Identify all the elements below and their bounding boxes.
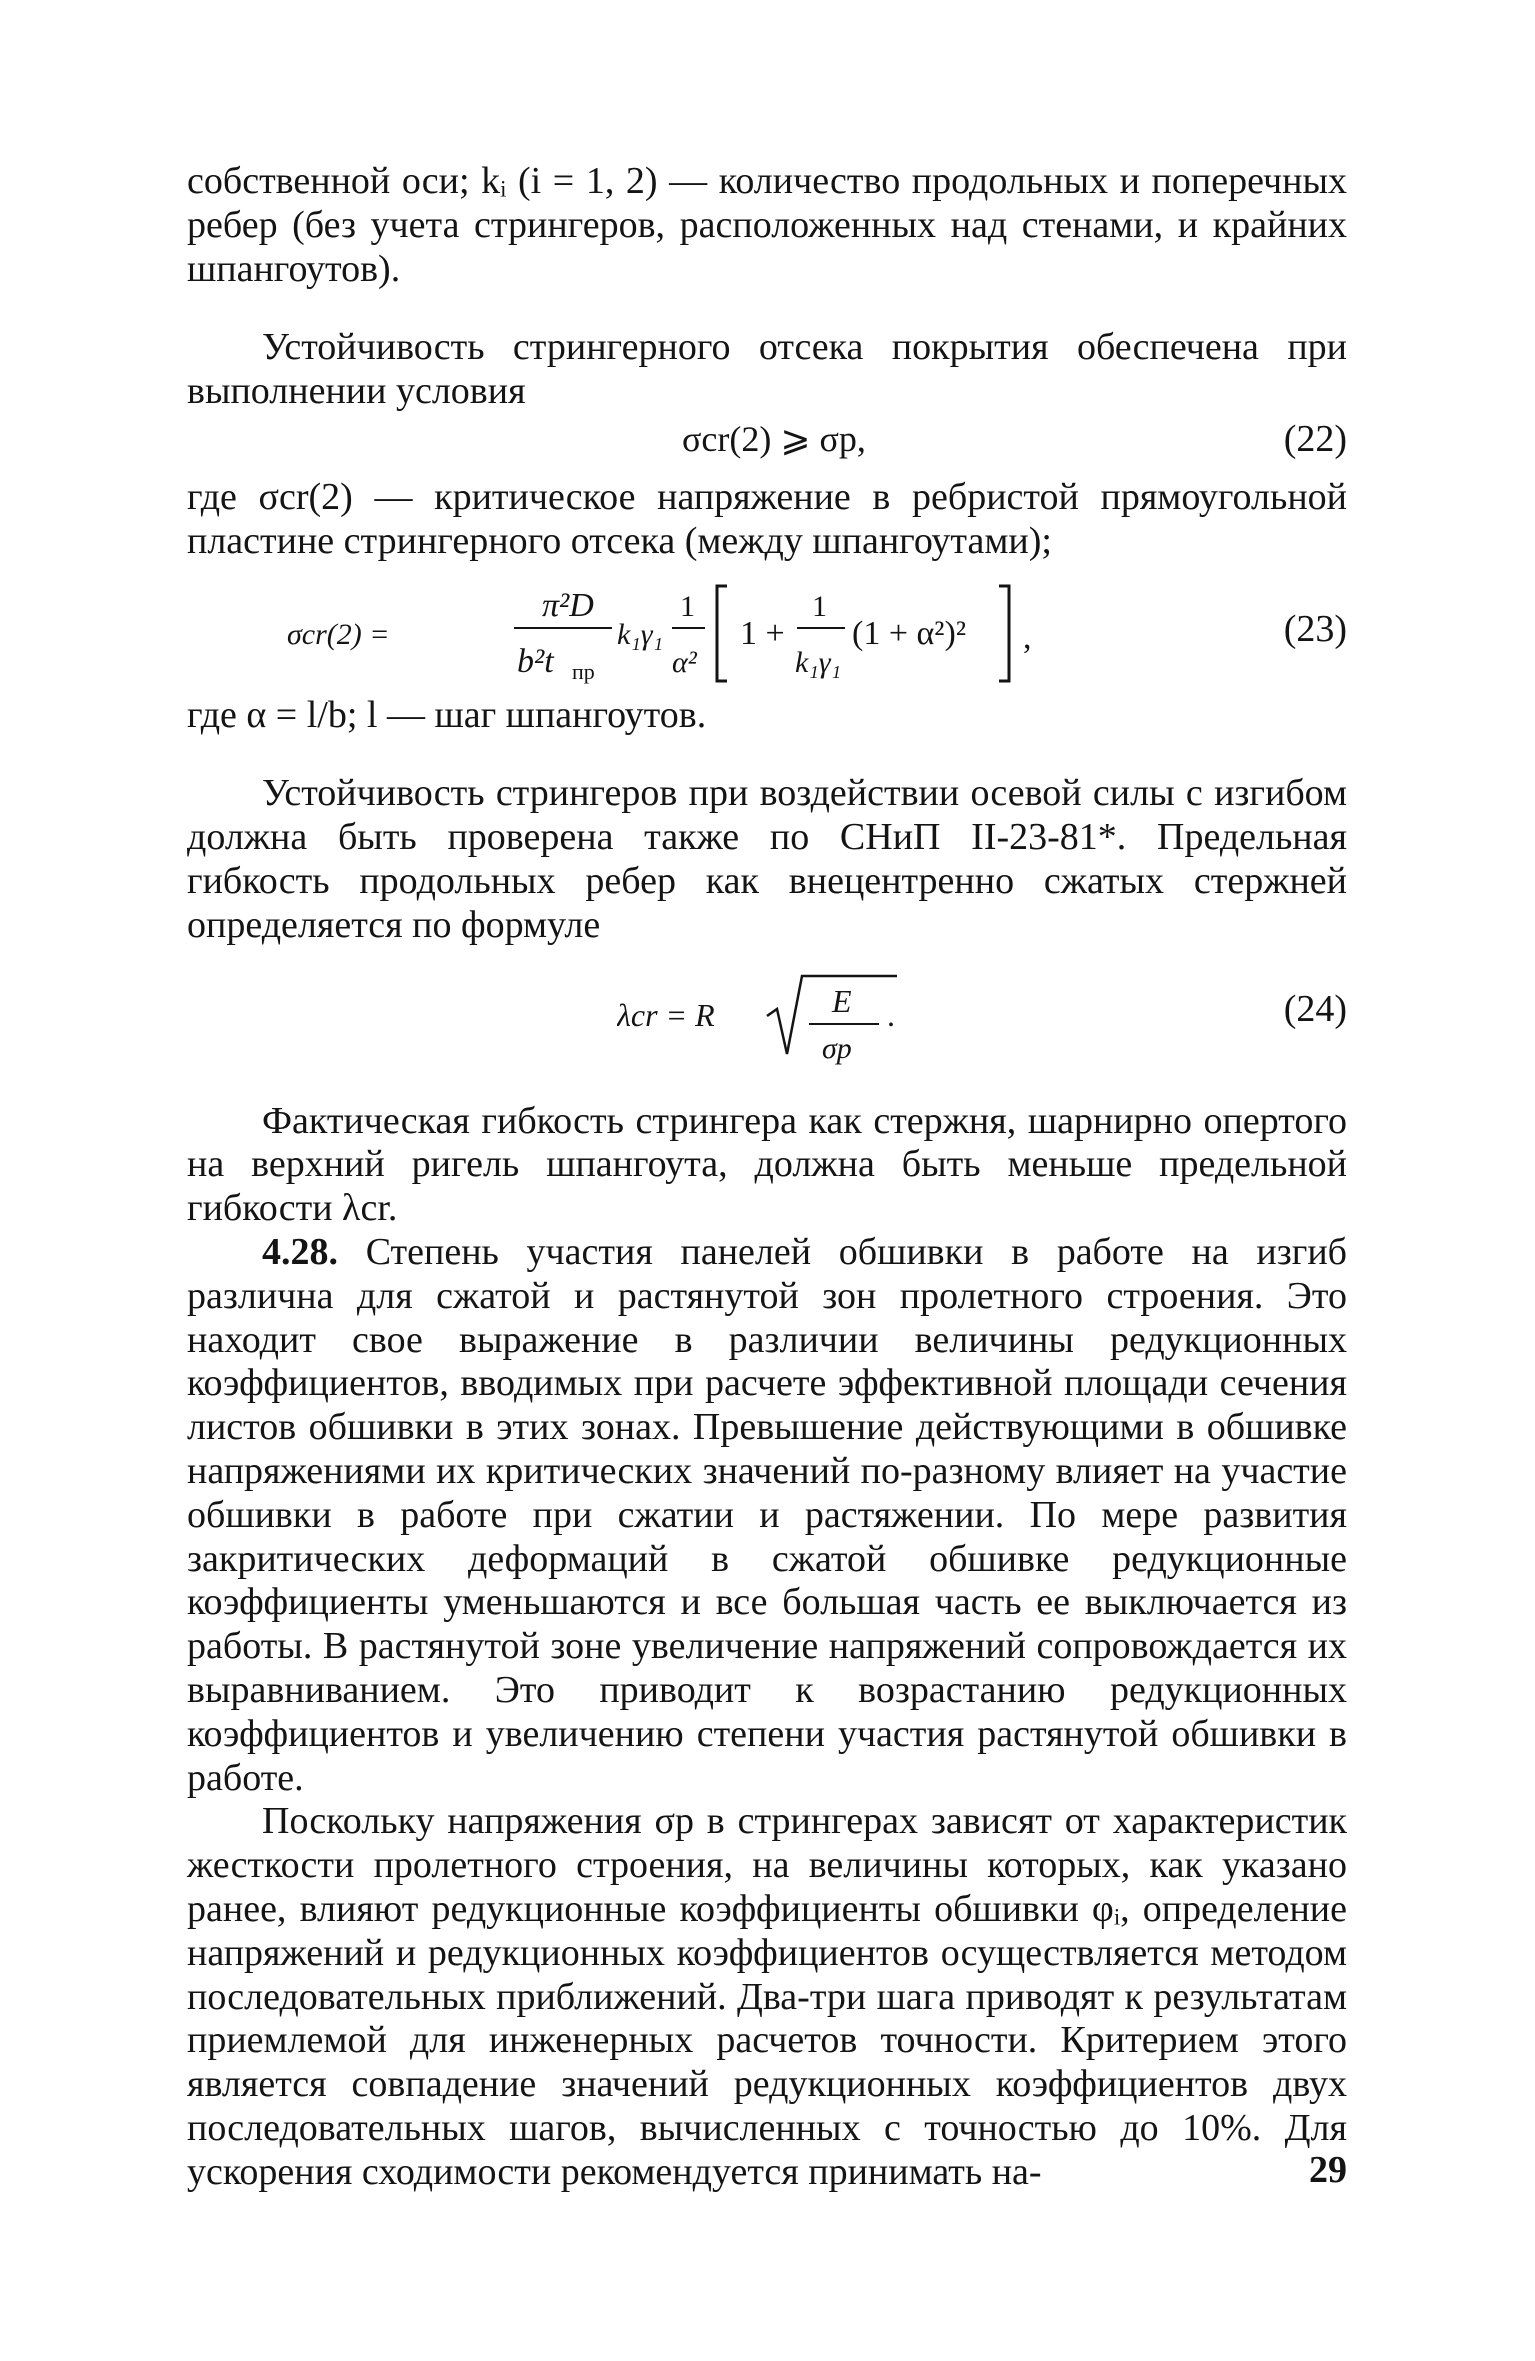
equation-22 [187, 414, 1347, 476]
eq23-denominator-sub: пр [572, 658, 595, 684]
equation-23-number: (23) [1283, 607, 1347, 650]
paragraph-4: где α = l/b; l — шаг шпангоутов. [187, 693, 707, 736]
eq23-one-plus: 1 + [740, 614, 785, 652]
eq23-numerator: π²D [542, 586, 594, 624]
eq23-comma: , [1023, 618, 1032, 656]
eq23-inner-one: 1 [812, 589, 827, 623]
eq23-one-numerator: 1 [680, 589, 695, 623]
paragraph-6: Фактическая гибкость стрингера как стержня, шарнирно опертого на верхний ригель шпангоута, должна быть меньше предельной гибкости λcr. [187, 1099, 1347, 1230]
equation-22-number: (22) [1283, 417, 1347, 460]
eq23-lhs: σcr(2) = [287, 617, 390, 651]
eq24-numerator: E [832, 982, 852, 1019]
eq23-denominator: b²t [517, 642, 554, 680]
eq23-inner-den: k₁γ₁ [795, 645, 841, 679]
paragraph-1: собственной оси; kᵢ (i = 1, 2) — количество продольных и поперечных ребер (без учета стрингеров, расположенных над стенами, и крайних шпангоутов). [187, 160, 1347, 290]
paragraph-3: где σcr(2) — критическое напряжение в ребристой прямоугольной пластине стрингерного отсека (между шпангоутами); [187, 475, 1347, 562]
eq24-denominator: σp [822, 1031, 852, 1065]
eq23-alpha-sq: α² [672, 645, 697, 679]
eq23-paren-term: (1 + α²)² [852, 614, 967, 652]
equation-23 [187, 576, 1347, 694]
eq23-k1gamma1: k₁γ₁ [617, 617, 663, 651]
page-body [187, 160, 1347, 2194]
section-number: 4.28. [262, 1230, 338, 1273]
paragraph-8: Поскольку напряжения σp в стрингерах зависят от характеристик жесткости пролетного строения, на величины которых, как указано ранее, влияют редукционные коэффициенты обшивки φᵢ, определение напряжений и редукционных коэффициентов осуществляется методом последовательных приближений. Два-три шага приводят к результатам приемлемой для инженерных расчетов точности. Критерием этого является совпадение значений редукционных коэффициентов двух последовательных шагов, вычисленных с точностью до 10%. Для ускорения сходимости рекомендуется принимать на- [187, 1800, 1347, 2193]
eq24-lambda-cr: λcr = R [617, 996, 715, 1033]
paragraph-5: Устойчивость стрингеров при воздействии осевой силы с изгибом должна быть проверена также по СНиП II-23-81*. Предельная гибкость продольных ребер как внецентренно сжатых стержней определяется по формуле [187, 772, 1347, 946]
equation-22-body: σcr(2) ⩾ σp, [682, 418, 866, 459]
equation-23-formula [187, 576, 1267, 694]
equation-24-formula [617, 954, 917, 1074]
page-number: 29 [1309, 2149, 1347, 2191]
eq24-period: . [887, 996, 895, 1033]
paragraph-7-text: Степень участия панелей обшивки в работе на изгиб различна для сжатой и растянутой зон пролетного строения. Это находит свое выражение в различии величины редукционных коэффициентов, вводимых при расчете эффективной площади сечения листов обшивки в этих зонах. Превышение действующими в обшивке напряжениями их критических значений по-разному влияет на участие обшивки в работе при сжатии и растяжении. По мере развития закритических деформаций в сжатой обшивке редукционные коэффициенты уменьшаются и все большая часть ее выключается из работы. В растянутой зоне увеличение напряжений сопровождается их выравниванием. Это приводит к возрастанию редукционных коэффициентов и увеличению степени участия растянутой обшивки в работе. [187, 1230, 1348, 1799]
eq23-left-bracket [717, 586, 727, 681]
paragraph-2: Устойчивость стрингерного отсека покрытия обеспечена при выполнении условия [187, 326, 1347, 413]
paragraph-7 [187, 1231, 1347, 1800]
eq23-right-bracket [999, 586, 1009, 681]
equation-24 [187, 954, 1347, 1074]
equation-24-number: (24) [1283, 987, 1347, 1030]
